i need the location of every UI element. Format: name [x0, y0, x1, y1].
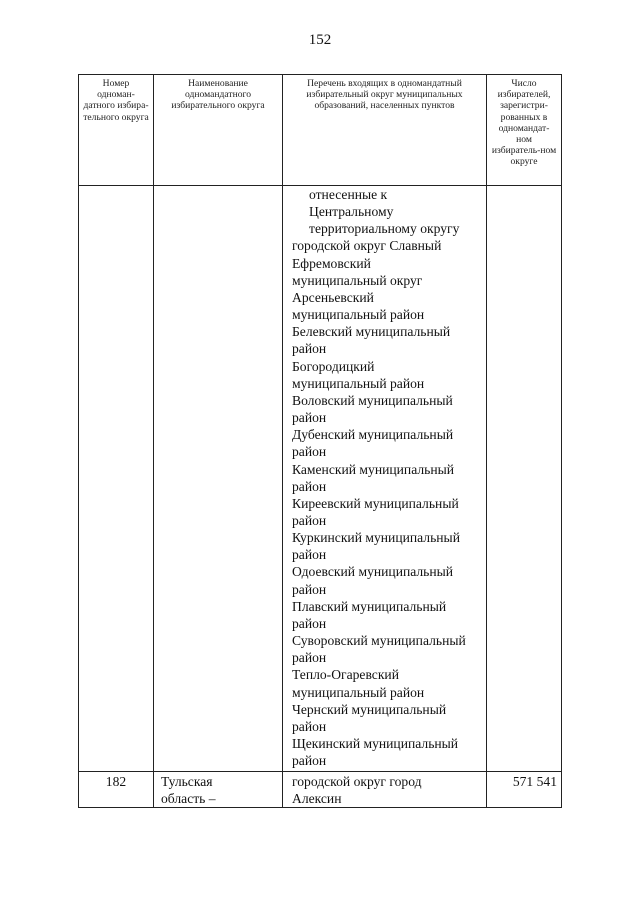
header-municipalities-text: Перечень входящих в одномандатный избирательный округ муниципальных образований, населенных пунктов [306, 78, 463, 112]
header-district-number-text: Номер одноман-датного избира-тельного округа [83, 78, 149, 123]
municipality-line: Щекинский муниципальный [292, 736, 459, 751]
municipality-line: Ефремовский [292, 255, 371, 271]
header-voter-count [487, 75, 562, 186]
municipality-line: муниципальный район [292, 684, 425, 700]
municipality-line: район [292, 444, 327, 460]
municipality-line: район [292, 615, 327, 631]
table-row-continuation [79, 186, 562, 772]
table-header-row [79, 75, 562, 186]
district-name-line: область – [161, 791, 216, 806]
cell-empty-number [79, 186, 154, 772]
header-district-name [154, 75, 283, 186]
districts-table [78, 74, 562, 808]
municipality-line: Суворовский муниципальный [292, 633, 466, 649]
header-district-name-text: Наименование одномандатного избирательного округа [171, 78, 265, 112]
voter-count: 571 541 [487, 772, 562, 808]
cell-municipality-list [283, 186, 487, 772]
municipality-line: Белевский муниципальный [292, 324, 451, 340]
municipality-line: территориальному округу [309, 221, 460, 237]
municipality-line: район [292, 512, 327, 528]
municipality-line: Арсеньевский [292, 289, 374, 305]
municipality-line: Центральному [309, 204, 394, 220]
municipality-line: район [292, 547, 327, 563]
cell-empty-name [154, 186, 283, 772]
municipality-line: район [292, 753, 327, 769]
municipality-line: район [292, 718, 327, 734]
municipality-line: муниципальный район [292, 375, 425, 391]
municipality-line: Плавский муниципальный [292, 598, 447, 614]
municipality-list-182 [283, 772, 486, 807]
municipality-line: Куркинский муниципальный [292, 530, 460, 546]
municipality-line: район [292, 341, 327, 357]
cell-empty-voters [487, 186, 562, 772]
municipality-line: Чернский муниципальный [292, 701, 447, 717]
municipality-list [283, 186, 486, 769]
municipality-line: муниципальный район [292, 307, 425, 323]
municipality-line: район [292, 650, 327, 666]
municipality-line: Тепло-Огаревский [292, 667, 399, 683]
cell-municipality-list-182 [283, 772, 487, 808]
municipality-line: муниципальный округ [292, 272, 423, 288]
municipality-line: Дубенский муниципальный [292, 427, 454, 443]
municipality-line: район [292, 478, 327, 494]
municipality-line: Алексин [292, 791, 342, 807]
municipality-line: Богородицкий [292, 358, 375, 374]
page-number: 152 [308, 32, 332, 48]
municipality-line: Одоевский муниципальный [292, 564, 454, 580]
municipality-line: отнесенные к [309, 187, 388, 202]
municipality-line: городской округ Славный [292, 238, 442, 254]
municipality-line: городской округ город [292, 774, 422, 789]
municipality-line: район [292, 410, 327, 426]
district-number: 182 [79, 772, 154, 808]
table-row-182 [79, 772, 562, 808]
district-name-line: Тульская [161, 774, 213, 789]
header-district-number [79, 75, 154, 186]
municipality-line: район [292, 581, 327, 597]
district-name [154, 772, 283, 808]
header-municipalities [283, 75, 487, 186]
municipality-line: Киреевский муниципальный [292, 495, 459, 511]
municipality-line: Каменский муниципальный [292, 461, 455, 477]
header-voter-count-text: Число избирателей, зарегистри-рованных в одномандат-ном избиратель-ном округе [491, 78, 557, 168]
municipality-line: Воловский муниципальный [292, 392, 453, 408]
